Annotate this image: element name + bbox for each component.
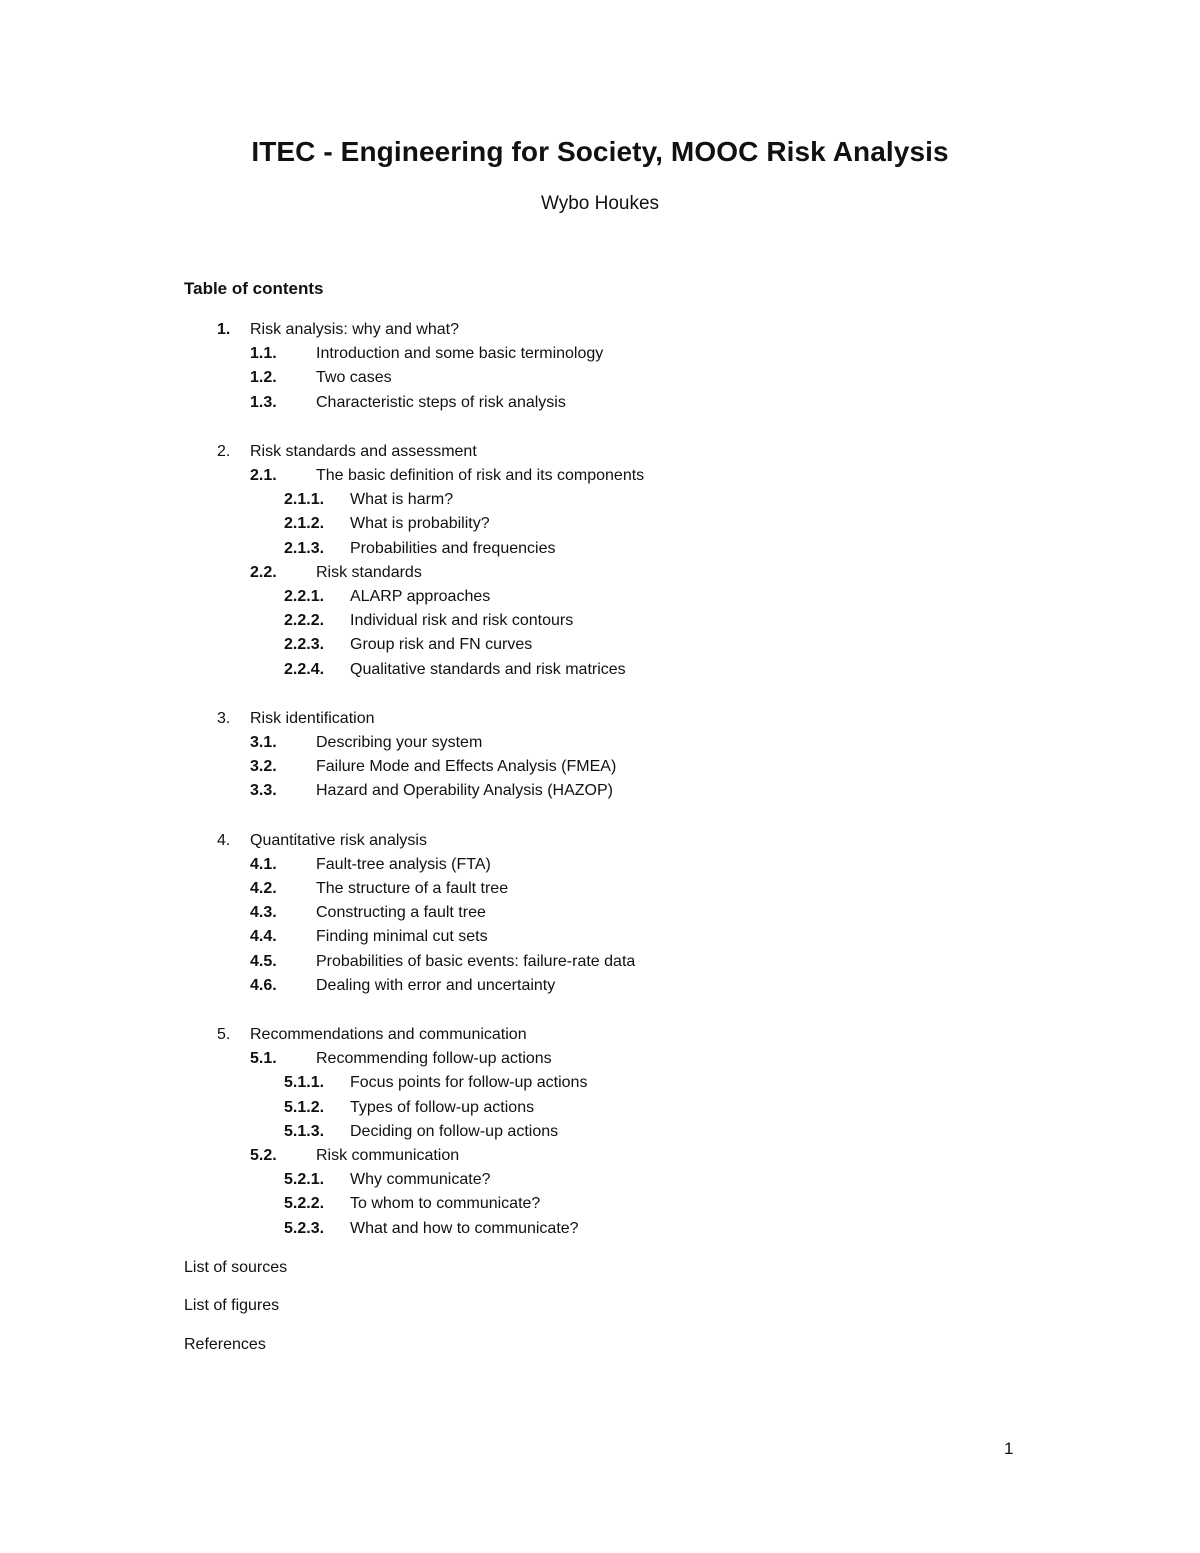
toc-entry-number: 5.1.1.: [284, 1074, 325, 1091]
toc-entry-number: 5.2.1.: [284, 1171, 325, 1188]
toc-trailing-list-of-figures[interactable]: List of figures: [184, 1297, 280, 1314]
toc-entry-title: Deciding on follow-up actions: [350, 1123, 559, 1140]
toc-entry-title: Group risk and FN curves: [350, 636, 533, 653]
toc-entry-title: Why communicate?: [350, 1171, 491, 1188]
toc-entry-number: 4.2.: [250, 880, 277, 897]
toc-entry-number: 3.3.: [250, 782, 277, 799]
toc-entry-number: 2.1.2.: [284, 515, 325, 532]
toc-entry-number: 5.2.3.: [284, 1220, 325, 1237]
toc-entry-number: 3.2.: [250, 758, 277, 775]
toc-entry-number: 4.1.: [250, 856, 277, 873]
toc-entry-title: Risk standards: [316, 564, 422, 581]
toc-entry-title: Characteristic steps of risk analysis: [316, 394, 566, 411]
toc-entry-number: 5.: [217, 1026, 231, 1043]
toc-entry-title: What is probability?: [350, 515, 490, 532]
toc-entry-number: 4.6.: [250, 977, 277, 994]
toc-entry-title: Describing your system: [316, 734, 483, 751]
toc-entry-title: Finding minimal cut sets: [316, 928, 488, 945]
toc-entry-title: Two cases: [316, 369, 392, 386]
toc-entry-title: Hazard and Operability Analysis (HAZOP): [316, 782, 613, 799]
toc-entry-title: Qualitative standards and risk matrices: [350, 661, 626, 678]
toc-entry-number: 3.: [217, 710, 231, 727]
toc-entry-title: What is harm?: [350, 491, 454, 508]
toc-entry-title: Risk identification: [250, 710, 375, 727]
toc-entry-number: 2.1.1.: [284, 491, 325, 508]
toc-entry-title: Quantitative risk analysis: [250, 832, 427, 849]
toc-entry-title: Introduction and some basic terminology: [316, 345, 604, 362]
toc-entry-number: 4.5.: [250, 953, 277, 970]
toc-entry-title: Types of follow-up actions: [350, 1099, 535, 1116]
toc-entry-number: 4.: [217, 832, 231, 849]
toc-entry-title: Risk standards and assessment: [250, 443, 477, 460]
toc-entry-number: 2.2.3.: [284, 636, 325, 653]
toc-entry-title: Risk analysis: why and what?: [250, 321, 459, 338]
toc-entry-title: Fault-tree analysis (FTA): [316, 856, 491, 873]
toc-entry-title: Focus points for follow-up actions: [350, 1074, 588, 1091]
toc-entry-title: What and how to communicate?: [350, 1220, 579, 1237]
toc-entry-title: Probabilities and frequencies: [350, 540, 556, 557]
toc-entry-number: 2.2.1.: [284, 588, 325, 605]
toc-entry-number: 1.3.: [250, 394, 277, 411]
toc-entry-title: Risk communication: [316, 1147, 460, 1164]
document-title: ITEC - Engineering for Society, MOOC Risk Analysis: [251, 136, 949, 167]
toc-entry-number: 4.3.: [250, 904, 277, 921]
toc-entry-number: 5.1.3.: [284, 1123, 325, 1140]
toc-entry-number: 1.2.: [250, 369, 277, 386]
toc-entry-number: 5.2.: [250, 1147, 277, 1164]
toc-entry-number: 1.1.: [250, 345, 277, 362]
toc-entry-number: 2.1.3.: [284, 540, 325, 557]
toc-entry-title: The structure of a fault tree: [316, 880, 509, 897]
toc-entry-number: 3.1.: [250, 734, 277, 751]
toc-entry-title: Probabilities of basic events: failure-rate data: [316, 953, 636, 970]
toc-trailing-references[interactable]: References: [184, 1336, 266, 1353]
document-author: Wybo Houkes: [540, 193, 660, 214]
toc-entry-title: Failure Mode and Effects Analysis (FMEA): [316, 758, 617, 775]
toc-entry-title: Individual risk and risk contours: [350, 612, 574, 629]
toc-trailing-list-of-sources[interactable]: List of sources: [184, 1259, 288, 1276]
toc-entry-number: 5.1.: [250, 1050, 277, 1067]
toc-entry-number: 2.2.: [250, 564, 277, 581]
toc-entry-title: Recommendations and communication: [250, 1026, 527, 1043]
toc-heading: Table of contents: [184, 279, 324, 298]
toc-entry-number: 4.4.: [250, 928, 277, 945]
toc-entry-title: The basic definition of risk and its components: [316, 467, 645, 484]
toc-entry-number: 5.1.2.: [284, 1099, 325, 1116]
toc-entry-title: ALARP approaches: [350, 588, 491, 605]
toc-entry-title: Recommending follow-up actions: [316, 1050, 552, 1067]
toc-entry-number: 2.1.: [250, 467, 277, 484]
toc-entry-number: 2.2.2.: [284, 612, 325, 629]
toc-entry-number: 1.: [217, 321, 231, 338]
toc-entry-title: Constructing a fault tree: [316, 904, 486, 921]
toc-entry-title: Dealing with error and uncertainty: [316, 977, 556, 994]
toc-entry-number: 2.: [217, 443, 231, 460]
toc-entry-title: To whom to communicate?: [350, 1195, 541, 1212]
toc-entry-number: 5.2.2.: [284, 1195, 325, 1212]
page-number: 1: [1004, 1439, 1014, 1458]
toc-entry-number: 2.2.4.: [284, 661, 325, 678]
